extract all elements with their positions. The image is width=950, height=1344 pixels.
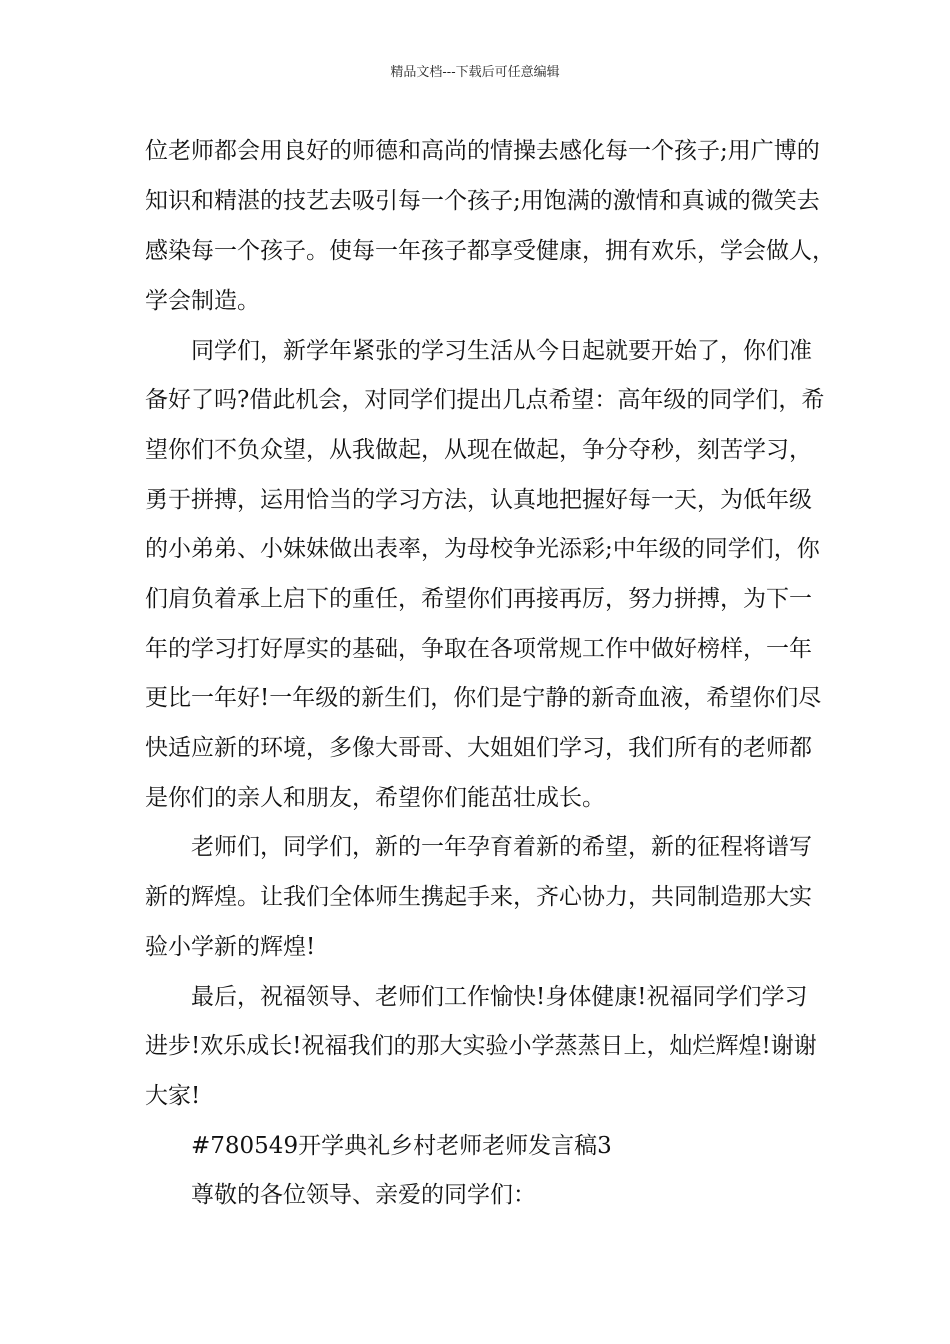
text-line: 们肩负着承上启下的重任，希望你们再接再厉，努力拼搏，为下一 bbox=[145, 586, 812, 612]
page-header: 精品文档---下载后可任意编辑 bbox=[390, 65, 560, 80]
text-line: 验小学新的辉煌! bbox=[145, 934, 316, 960]
text-line: 学会制造。 bbox=[145, 288, 260, 314]
text-line: 勇于拼搏，运用恰当的学习方法，认真地把握好每一天，为低年级 bbox=[145, 487, 812, 513]
text-line: 备好了吗?借此机会，对同学们提出几点希望：高年级的同学们，希 bbox=[145, 387, 825, 413]
text-line: 是你们的亲人和朋友，希望你们能茁壮成长。 bbox=[145, 785, 605, 811]
text-line: 年的学习打好厚实的基础，争取在各项常规工作中做好榜样，一年 bbox=[145, 636, 812, 662]
text-line: 的小弟弟、小妹妹做出表率，为母校争光添彩;中年级的同学们，你 bbox=[145, 536, 820, 562]
text-line: 望你们不负众望，从我做起，从现在做起，争分夺秒，刻苦学习， bbox=[145, 437, 812, 463]
text-line: 感染每一个孩子。使每一年孩子都享受健康，拥有欢乐，学会做人， bbox=[145, 238, 835, 264]
paragraph-start-line: 老师们，同学们，新的一年孕育着新的希望，新的征程将谱写 bbox=[191, 834, 812, 860]
text-line: 知识和精湛的技艺去吸引每一个孩子;用饱满的激情和真诚的微笑去 bbox=[145, 188, 820, 214]
paragraph-start-line: 最后，祝福领导、老师们工作愉快!身体健康!祝福同学们学习 bbox=[191, 984, 808, 1010]
text-line: 快适应新的环境，多像大哥哥、大姐姐们学习，我们所有的老师都 bbox=[145, 735, 812, 761]
paragraph-start-line: 同学们，新学年紧张的学习生活从今日起就要开始了，你们准 bbox=[191, 338, 812, 364]
text-line: 新的辉煌。让我们全体师生携起手来，齐心协力，共同制造那大实 bbox=[145, 884, 812, 910]
text-line: 位老师都会用良好的师德和高尚的情操去感化每一个孩子;用广博的 bbox=[145, 138, 820, 164]
text-line: 更比一年好!一年级的新生们，你们是宁静的新奇血液，希望你们尽 bbox=[145, 685, 822, 711]
salutation-line: 尊敬的各位领导、亲爱的同学们： bbox=[191, 1182, 536, 1208]
text-line: 进步!欢乐成长!祝福我们的那大实验小学蒸蒸日上，灿烂辉煌!谢谢 bbox=[145, 1033, 817, 1059]
text-line: 大家! bbox=[145, 1083, 201, 1109]
section-heading: #780549开学典礼乡村老师老师发言稿3 bbox=[191, 1133, 612, 1159]
